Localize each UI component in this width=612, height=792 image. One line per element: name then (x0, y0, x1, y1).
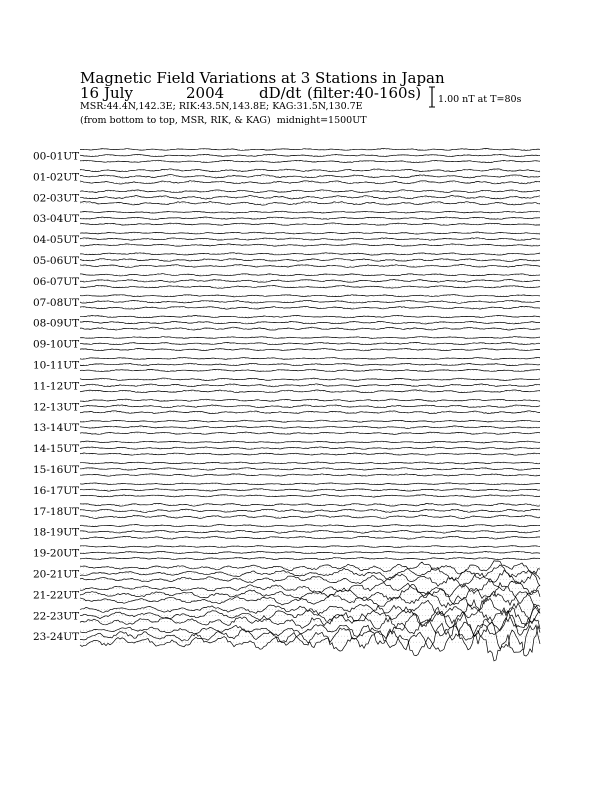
trace-msr (80, 223, 540, 225)
trace-rik (80, 468, 540, 470)
row-label: 12-13UT (33, 401, 80, 414)
component-label: dD/dt (259, 84, 302, 102)
trace-kag (80, 274, 540, 276)
row-label: 01-02UT (33, 171, 80, 184)
row-label: 16-17UT (33, 484, 80, 497)
trace-kag (80, 420, 540, 422)
trace-rik (80, 154, 540, 156)
trace-rik (80, 489, 540, 491)
trace-rik (80, 259, 540, 262)
row-label: 00-01UT (33, 150, 80, 163)
trace-msr (80, 348, 540, 351)
trace-msr (80, 160, 540, 162)
trace-kag (80, 149, 540, 151)
trace-kag (80, 232, 540, 234)
row-label: 05-06UT (33, 254, 80, 267)
trace-msr (80, 453, 540, 455)
trace-rik (80, 321, 540, 324)
row-label: 23-24UT (33, 631, 80, 644)
row-label: 11-12UT (33, 380, 80, 393)
filter-label: (filter:40-160s) (307, 84, 422, 102)
row-label: 21-22UT (33, 589, 80, 602)
date-year: 2004 (186, 84, 225, 102)
trace-rik (80, 342, 540, 344)
trace-msr (80, 495, 540, 498)
date-month: July (104, 84, 133, 102)
trace-msr (80, 432, 540, 434)
chart-title: Magnetic Field Variations at 3 Stations in Japan (80, 69, 445, 87)
row-label: 03-04UT (33, 213, 80, 226)
trace-msr (80, 515, 540, 518)
row-label: 06-07UT (33, 275, 80, 288)
row-label: 19-20UT (33, 547, 80, 560)
trace-kag (80, 337, 540, 339)
trace-rik (80, 530, 540, 533)
trace-rik (80, 238, 540, 241)
row-label: 08-09UT (33, 317, 80, 330)
date-day: 16 (80, 84, 100, 102)
trace-msr (80, 536, 540, 539)
row-label: 04-05UT (33, 234, 80, 247)
station-order-note: (from bottom to top, MSR, RIK, & KAG) midnight=1500UT (80, 115, 367, 126)
trace-rik (80, 426, 540, 429)
row-label: 15-16UT (33, 463, 80, 476)
trace-msr (80, 202, 540, 206)
trace-kag (80, 253, 540, 255)
trace-msr (80, 306, 540, 309)
trace-kag (80, 483, 540, 485)
row-label: 07-08UT (33, 296, 80, 309)
row-label: 20-21UT (33, 568, 80, 581)
row-label: 10-11UT (33, 359, 80, 372)
row-label: 18-19UT (33, 526, 80, 539)
trace-rik (80, 600, 540, 628)
trace-kag (80, 525, 540, 527)
row-label: 14-15UT (33, 443, 80, 456)
trace-rik (80, 447, 540, 449)
trace-kag (80, 358, 540, 360)
trace-kag (80, 169, 540, 172)
row-label: 09-10UT (33, 338, 80, 351)
scale-label: 1.00 nT at T=80s (438, 94, 522, 105)
row-label: 13-14UT (33, 422, 80, 435)
trace-msr (80, 411, 540, 414)
row-label: 02-03UT (33, 192, 80, 205)
row-label: 17-18UT (33, 505, 80, 518)
trace-kag (80, 295, 540, 297)
station-coordinates: MSR:44.4N,142.3E; RIK:43.5N,143.8E; KAG:31.5N,130.7E (80, 101, 363, 112)
trace-rik (80, 175, 540, 178)
row-label: 22-23UT (33, 610, 80, 623)
trace-kag (80, 504, 540, 507)
trace-kag (80, 462, 540, 464)
